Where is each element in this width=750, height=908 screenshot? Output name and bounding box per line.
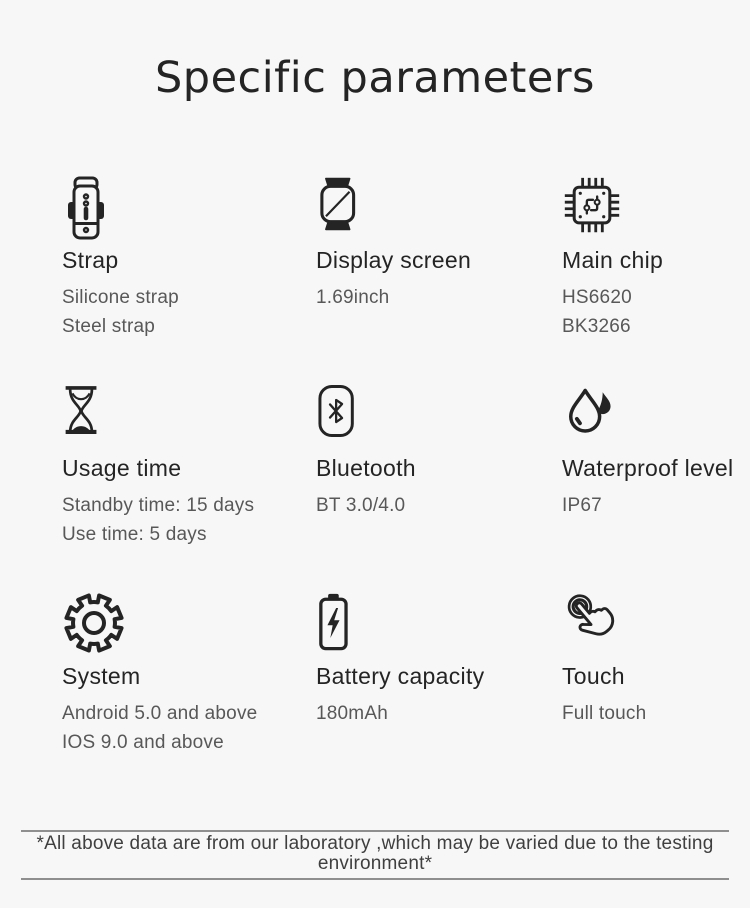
spec-grid — [0, 175, 750, 757]
item-value: Use time: 5 days — [62, 523, 207, 545]
spec-item-touch — [562, 591, 750, 757]
touch-icon — [562, 591, 624, 653]
item-value: 180mAh — [316, 703, 388, 724]
spec-item-display-screen — [316, 175, 562, 341]
item-value: Standby time: 15 days — [62, 495, 255, 516]
item-value: Steel strap — [62, 315, 156, 337]
main-chip-icon — [562, 175, 622, 235]
item-title: Usage time — [62, 455, 182, 481]
item-title: Touch — [562, 663, 625, 689]
battery-icon — [316, 591, 359, 653]
spec-item-battery — [316, 591, 562, 757]
spec-item-waterproof — [562, 383, 750, 549]
spec-item-strap — [62, 175, 316, 341]
watch-display-icon — [316, 175, 363, 233]
item-value: Full touch — [562, 703, 647, 724]
spec-item-main-chip — [562, 175, 750, 341]
item-value: Android 5.0 and above — [62, 703, 258, 724]
system-gear-icon — [62, 591, 126, 655]
waterproof-icon — [562, 383, 618, 439]
item-title: Display screen — [316, 247, 472, 273]
page-title: Specific parameters — [155, 53, 595, 103]
spec-item-bluetooth — [316, 383, 562, 549]
item-title: Strap — [62, 247, 119, 273]
disclaimer-note — [21, 830, 729, 880]
item-title: Waterproof level — [562, 455, 734, 481]
disclaimer-line-2: environment* — [317, 853, 433, 874]
item-title: Bluetooth — [316, 455, 416, 481]
hourglass-icon — [62, 383, 110, 441]
item-value: IP67 — [562, 495, 602, 516]
item-value: BT 3.0/4.0 — [316, 495, 406, 516]
item-value: IOS 9.0 and above — [62, 731, 224, 753]
item-value: Silicone strap — [62, 287, 179, 308]
item-value: 1.69inch — [316, 287, 390, 308]
spec-item-system — [62, 591, 316, 757]
item-title: System — [62, 663, 141, 689]
spec-item-usage-time — [62, 383, 316, 549]
disclaimer-line-1: *All above data are from our laboratory ,which may be varied due to the testing — [36, 833, 714, 854]
item-title: Battery capacity — [316, 663, 485, 689]
item-value: HS6620 — [562, 287, 632, 308]
item-title: Main chip — [562, 247, 664, 273]
item-value: BK3266 — [562, 315, 631, 337]
watch-strap-icon — [62, 175, 110, 241]
bluetooth-icon — [316, 383, 364, 439]
